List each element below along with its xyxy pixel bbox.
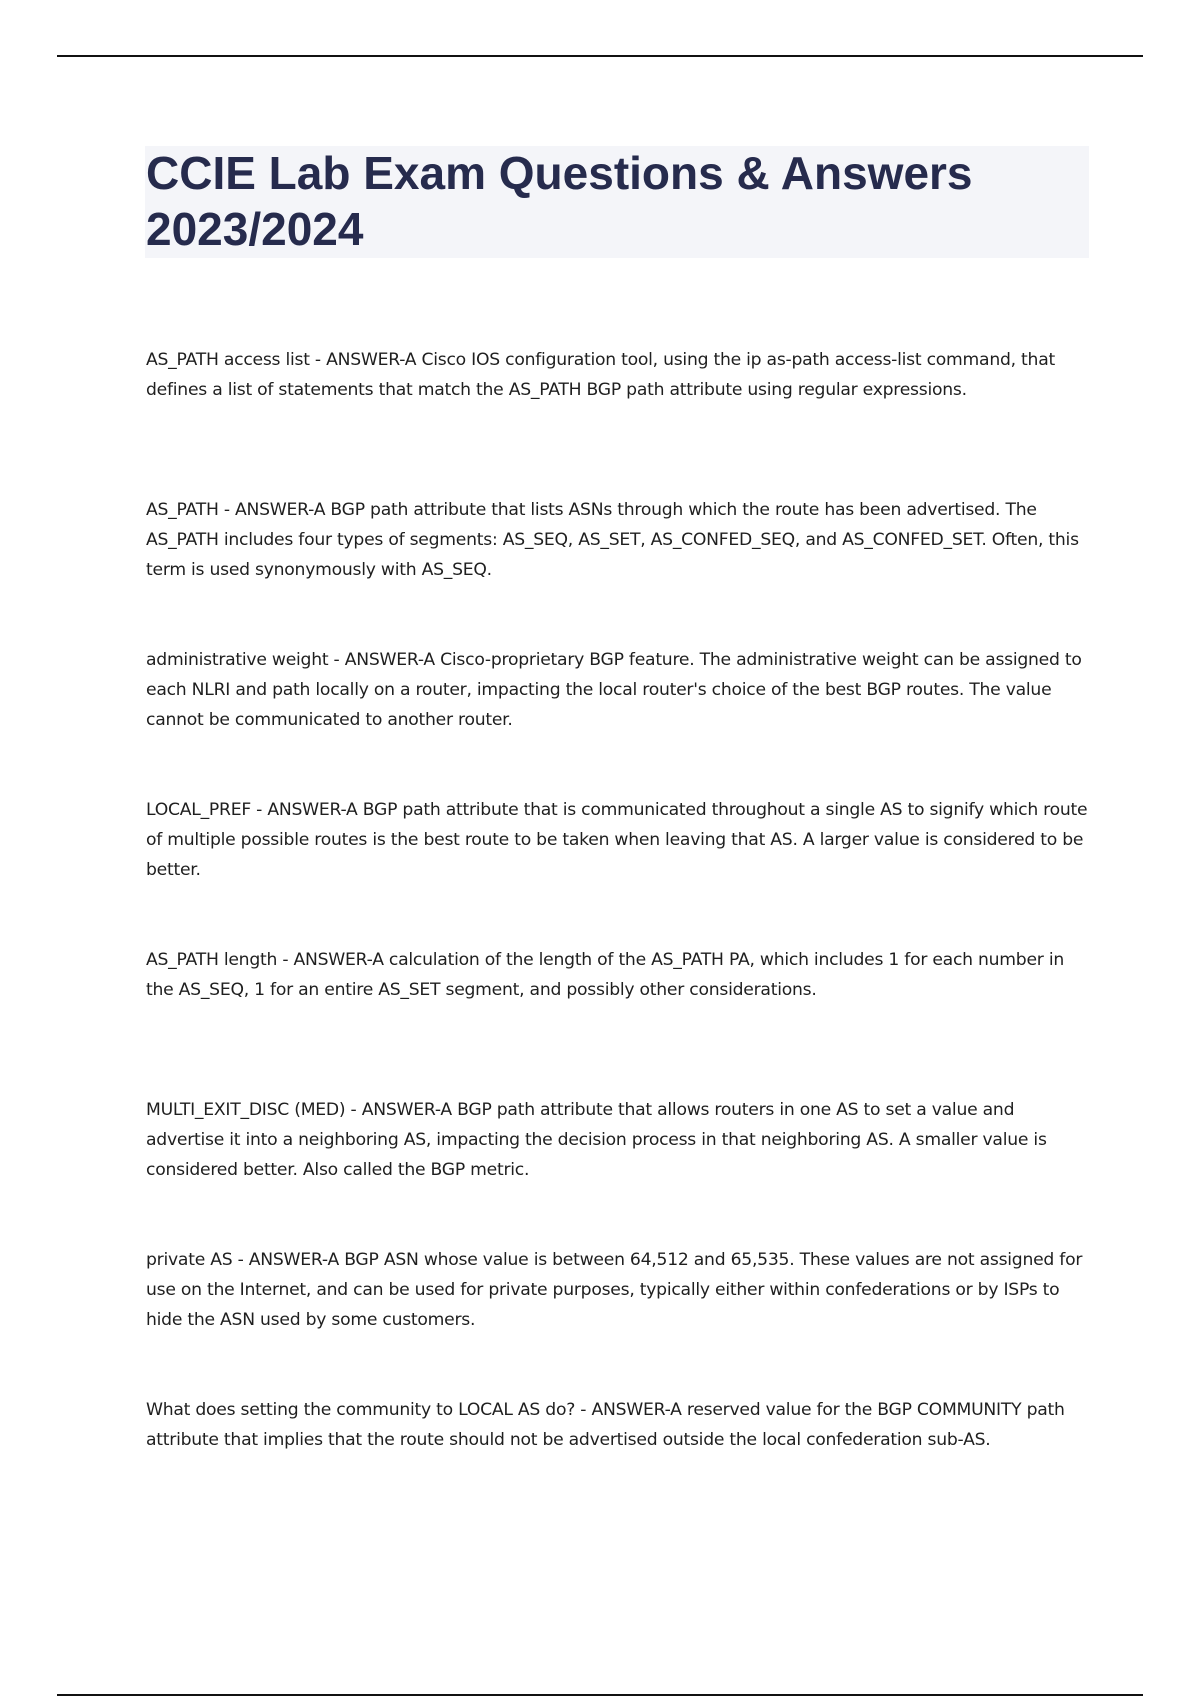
- qa-list: [146, 345, 1091, 1545]
- qa-entry: MULTI_EXIT_DISC (MED) - ANSWER-A BGP path attribute that allows routers in one AS to set a value and advertise it into a neighboring AS, impacting the decision process in that neighboring AS. A smaller value is considered better. Also called the BGP metric.: [146, 1100, 1047, 1180]
- qa-entry: What does setting the community to LOCAL AS do? - ANSWER-A reserved value for the BGP COMMUNITY path attribute that implies that the route should not be advertised outside the local confederation sub-AS.: [146, 1400, 1065, 1450]
- qa-entry: private AS - ANSWER-A BGP ASN whose value is between 64,512 and 65,535. These values are not assigned for use on the Internet, and can be used for private purposes, typically either within confederations or by ISPs to hide the ASN used by some customers.: [146, 1250, 1083, 1330]
- qa-entry: AS_PATH length - ANSWER-A calculation of the length of the AS_PATH PA, which includes 1 for each number in the AS_SEQ, 1 for an entire AS_SET segment, and possibly other considerations.: [146, 950, 1064, 1000]
- qa-entry: AS_PATH access list - ANSWER-A Cisco IOS configuration tool, using the ip as-path access-list command, that defines a list of statements that match the AS_PATH BGP path attribute using regular expressions.: [146, 350, 1055, 400]
- qa-entry: AS_PATH - ANSWER-A BGP path attribute that lists ASNs through which the route has been advertised. The AS_PATH includes four types of segments: AS_SEQ, AS_SET, AS_CONFED_SEQ, and AS_CONFED_SET. Often, this term is used synonymously with AS_SEQ.: [146, 500, 1079, 580]
- qa-entry: LOCAL_PREF - ANSWER-A BGP path attribute that is communicated throughout a single AS to signify which route of multiple possible routes is the best route to be taken when leaving that AS. A larger value is considered to be better.: [146, 800, 1088, 880]
- bottom-rule: [57, 1694, 1143, 1696]
- top-rule: [57, 55, 1143, 57]
- qa-entry: administrative weight - ANSWER-A Cisco-proprietary BGP feature. The administrative weight can be assigned to each NLRI and path locally on a router, impacting the local router's choice of the best BGP routes. The value cannot be communicated to another router.: [146, 650, 1082, 730]
- document-title: CCIE Lab Exam Questions & Answers 2023/2024: [146, 147, 973, 255]
